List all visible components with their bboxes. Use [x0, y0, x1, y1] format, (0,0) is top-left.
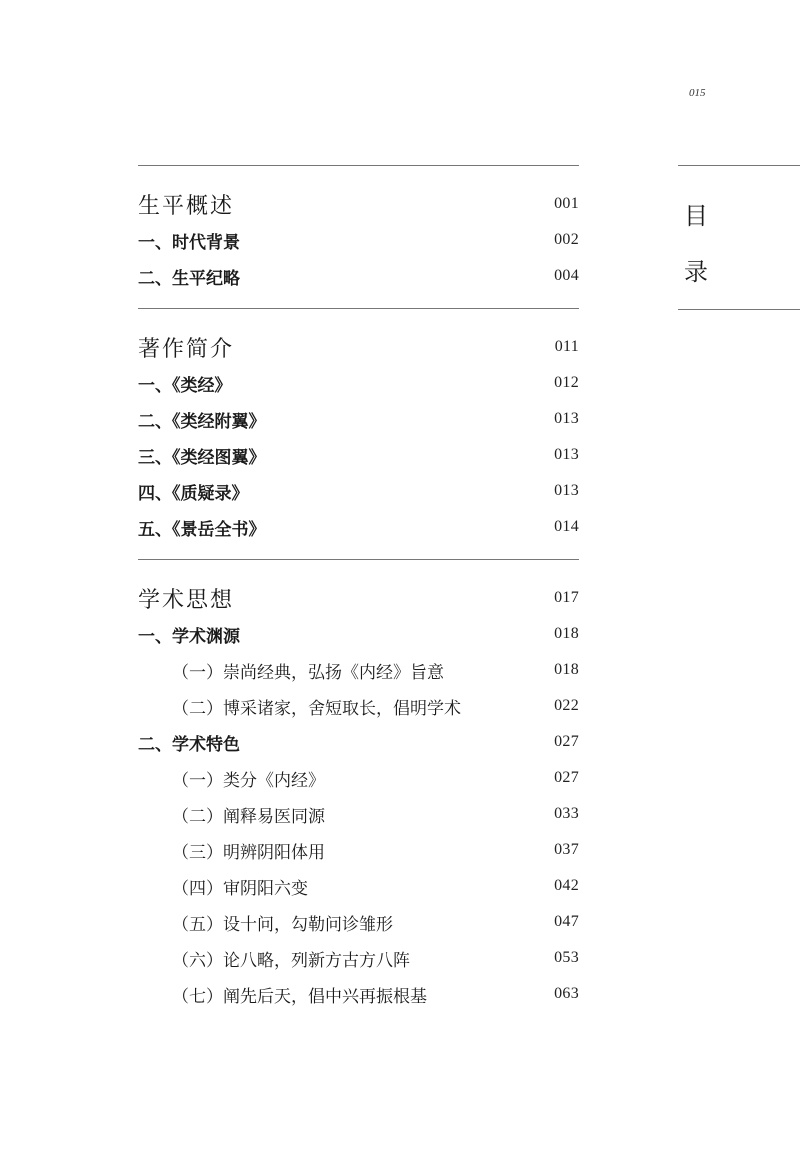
- toc-entry[interactable]: [138, 401, 579, 437]
- toc-entry[interactable]: [138, 616, 579, 652]
- toc-page-number: 013: [554, 482, 579, 499]
- toc-page-number: 002: [554, 231, 579, 248]
- toc-page-number: 017: [554, 589, 579, 606]
- toc-page-number: 001: [554, 195, 579, 212]
- toc-entry-label: （五）设十问，勾勒问诊雏形: [172, 914, 393, 935]
- toc-entry[interactable]: [138, 473, 579, 509]
- toc-page-number: 004: [554, 267, 579, 284]
- toc-entry-label: （六）论八略，列新方古方八阵: [172, 950, 410, 971]
- toc-subentry[interactable]: [138, 940, 579, 976]
- toc-entry-label: （三）明辨阴阳体用: [172, 842, 325, 863]
- toc-subentry[interactable]: [138, 904, 579, 940]
- toc-entry[interactable]: [138, 437, 579, 473]
- toc-entry-label: （二）博采诸家，舍短取长，倡明学术: [172, 698, 461, 719]
- toc-page-number: 037: [554, 841, 579, 858]
- side-title-char: 目: [684, 202, 708, 230]
- toc-page-number: 033: [554, 805, 579, 822]
- toc-entry-label: 二、生平纪略: [138, 268, 240, 289]
- toc-page-number: 018: [554, 661, 579, 678]
- toc-entry-label: 二、学术特色: [138, 734, 240, 755]
- toc-page-number: 014: [554, 518, 579, 535]
- toc-subentry[interactable]: [138, 652, 579, 688]
- toc-entry-label: 三、《类经图翼》: [138, 447, 266, 468]
- toc-subentry[interactable]: [138, 976, 579, 1012]
- toc-section: [138, 308, 579, 559]
- toc-entry-label: （一）崇尚经典，弘扬《内经》旨意: [172, 662, 444, 683]
- toc-page-number: 042: [554, 877, 579, 894]
- toc-entry-label: 五、《景岳全书》: [138, 519, 266, 540]
- toc-chapter-title: 著作简介: [138, 336, 235, 362]
- table-of-contents: [138, 165, 579, 1012]
- toc-side-title: [678, 165, 800, 310]
- toc-entry-label: （二）阐释易医同源: [172, 806, 325, 827]
- toc-subentry[interactable]: [138, 868, 579, 904]
- side-title-char: 录: [684, 258, 708, 286]
- toc-page-number: 012: [554, 374, 579, 391]
- toc-subentry[interactable]: [138, 688, 579, 724]
- toc-page-number: 053: [554, 949, 579, 966]
- toc-entry-label: 一、《类经》: [138, 375, 232, 396]
- toc-entry[interactable]: [138, 258, 579, 294]
- toc-page-number: 013: [554, 446, 579, 463]
- toc-page-number: 027: [554, 733, 579, 750]
- toc-entry[interactable]: [138, 724, 579, 760]
- toc-entry[interactable]: [138, 365, 579, 401]
- toc-page-number: 022: [554, 697, 579, 714]
- toc-entry-label: 一、学术渊源: [138, 626, 240, 647]
- toc-page-number: 027: [554, 769, 579, 786]
- toc-chapter-title: 学术思想: [138, 587, 235, 613]
- toc-subentry[interactable]: [138, 832, 579, 868]
- toc-entry-label: 二、《类经附翼》: [138, 411, 266, 432]
- toc-page-number: 018: [554, 625, 579, 642]
- toc-entry-label: （七）阐先后天，倡中兴再振根基: [172, 986, 427, 1007]
- toc-entry[interactable]: [138, 509, 579, 545]
- toc-page-number: 047: [554, 913, 579, 930]
- toc-page-number: 063: [554, 985, 579, 1002]
- toc-chapter-title: 生平概述: [138, 193, 235, 219]
- toc-entry[interactable]: [138, 222, 579, 258]
- toc-chapter-row[interactable]: [138, 186, 579, 222]
- toc-section: [138, 559, 579, 1012]
- toc-chapter-row[interactable]: [138, 580, 579, 616]
- toc-page-number: 013: [554, 410, 579, 427]
- toc-entry-label: （四）审阴阳六变: [172, 878, 308, 899]
- toc-entry-label: 一、时代背景: [138, 232, 240, 253]
- toc-subentry[interactable]: [138, 760, 579, 796]
- toc-chapter-row[interactable]: [138, 329, 579, 365]
- page-number: 015: [689, 87, 706, 99]
- toc-section: [138, 165, 579, 308]
- toc-entry-label: （一）类分《内经》: [172, 770, 325, 791]
- toc-page-number: 011: [554, 338, 579, 355]
- toc-subentry[interactable]: [138, 796, 579, 832]
- toc-entry-label: 四、《质疑录》: [138, 483, 249, 504]
